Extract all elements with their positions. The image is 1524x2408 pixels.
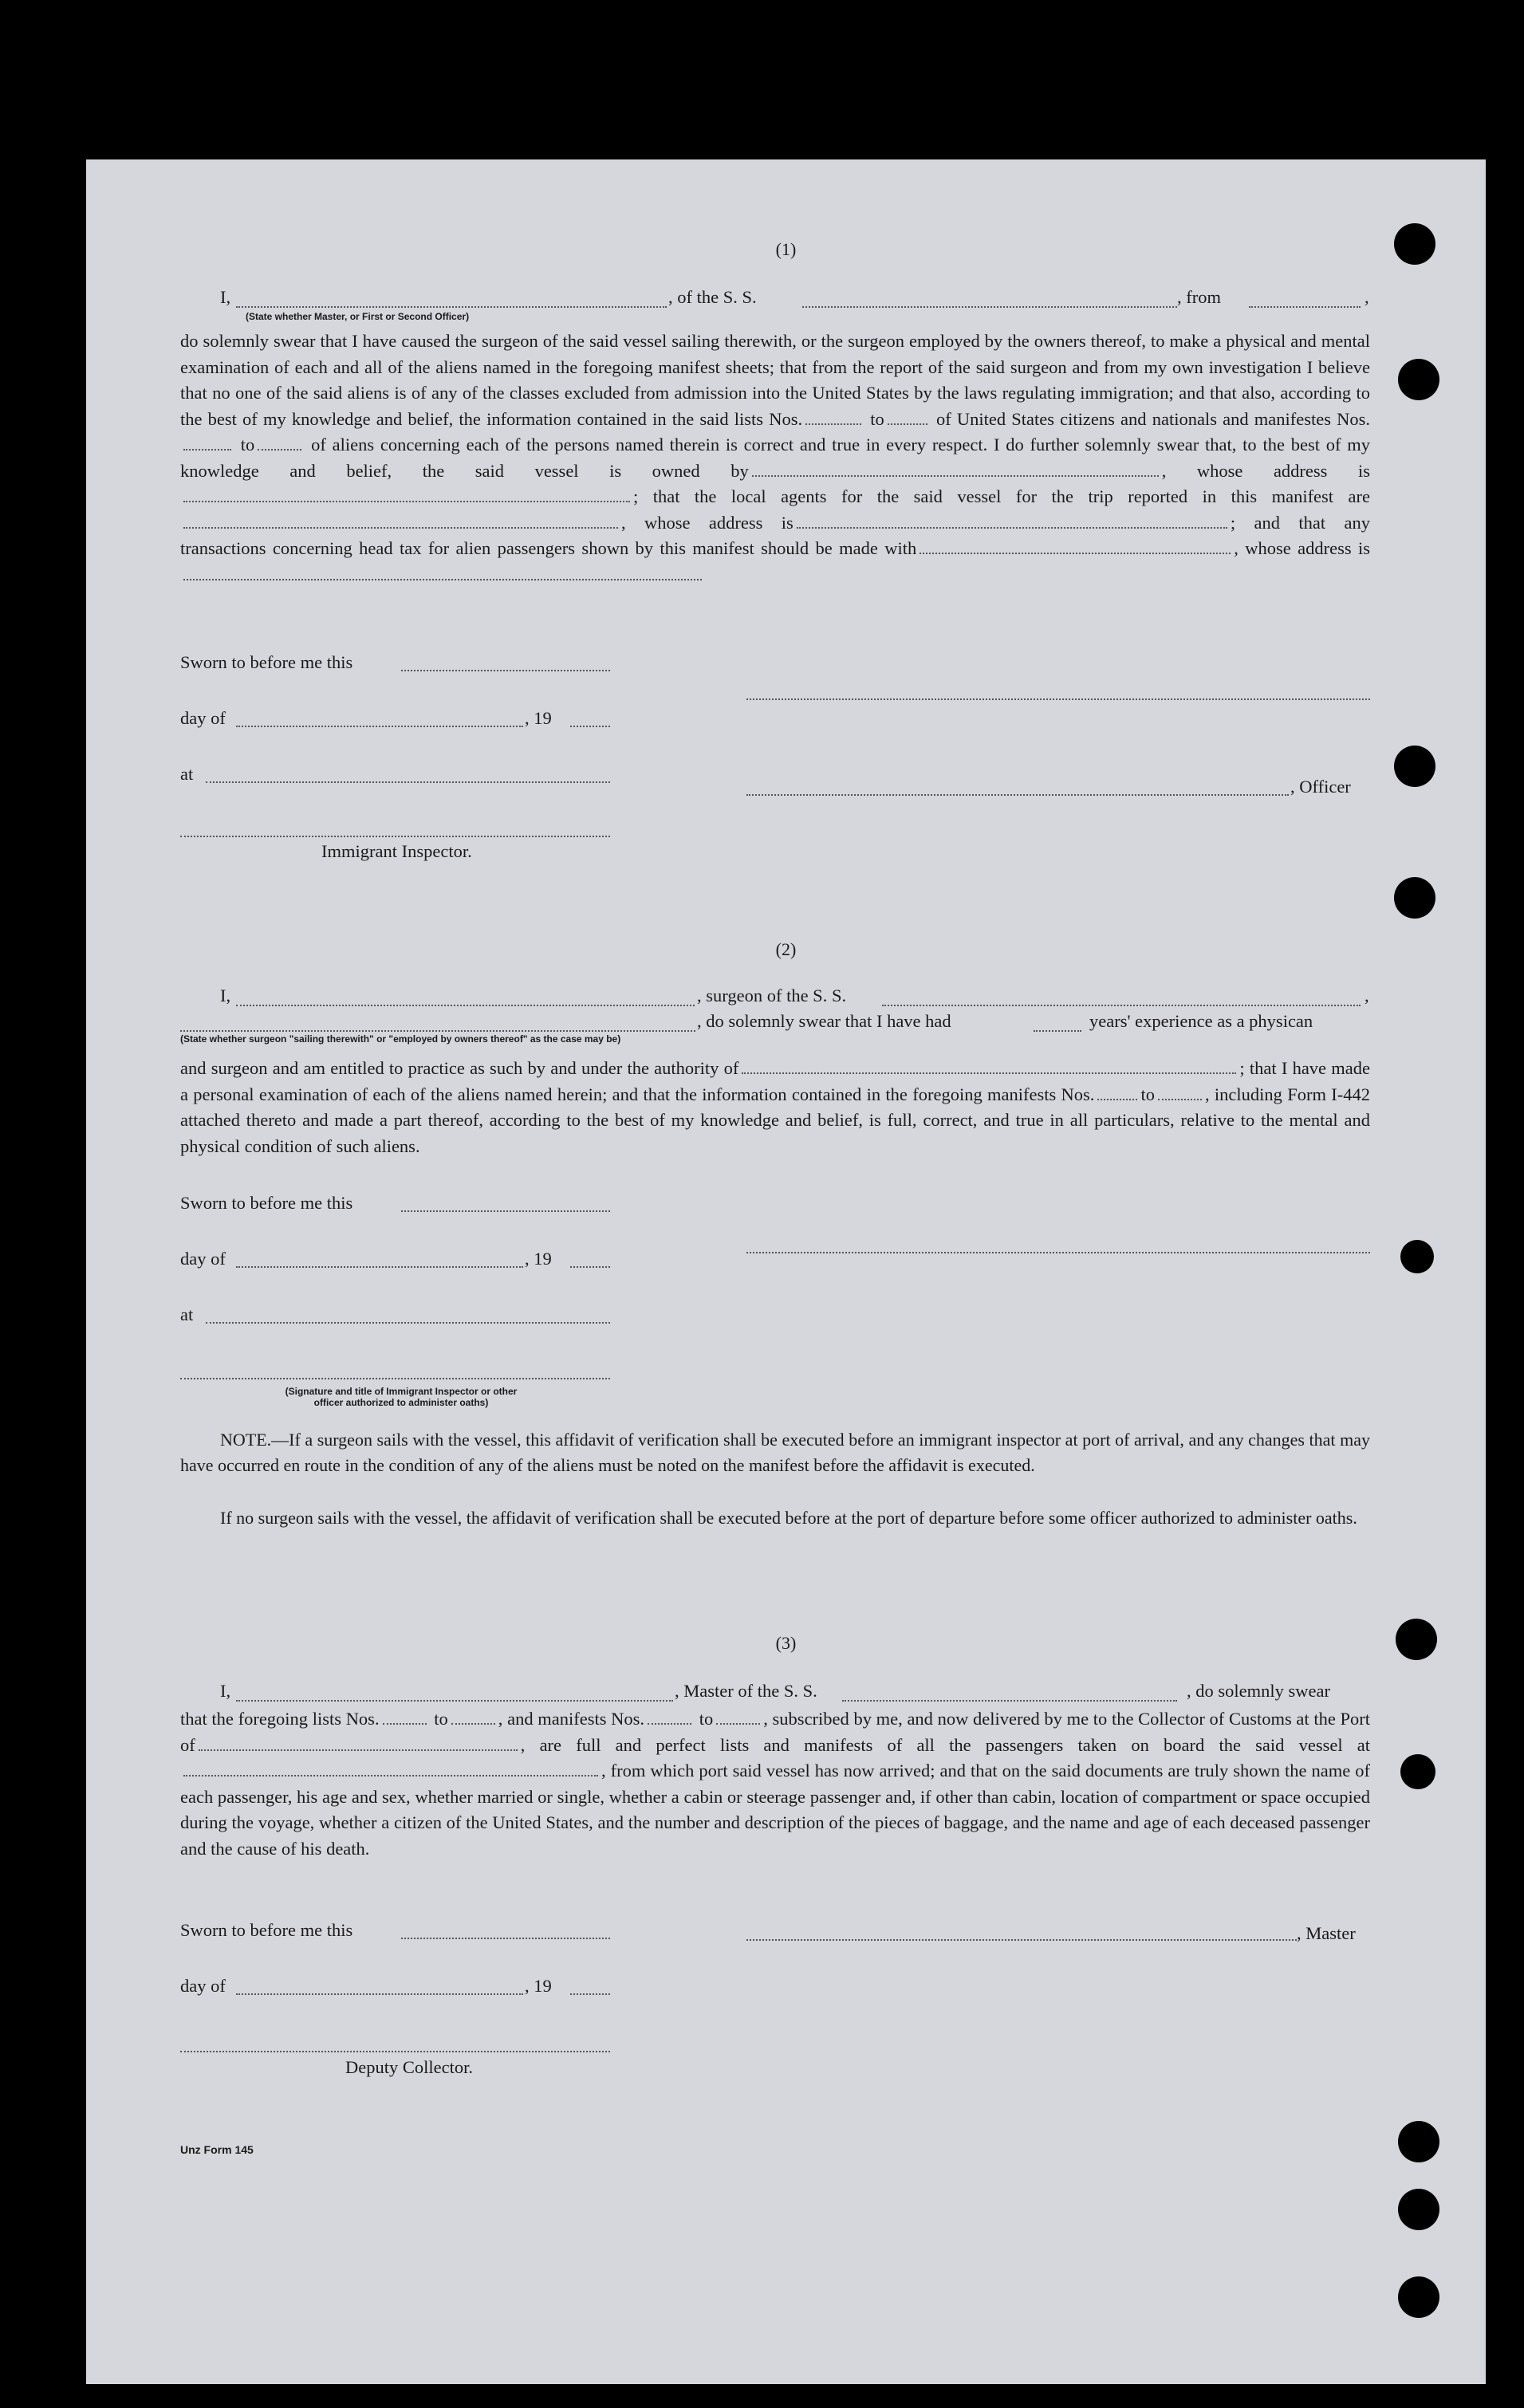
text: whose address is [1245, 538, 1370, 558]
blank-field [206, 781, 610, 783]
text: , Master of the S. S. [675, 1681, 817, 1701]
blank-field [882, 1005, 1361, 1006]
blank-field [1249, 306, 1361, 308]
section2-body [180, 1056, 1370, 1159]
sworn-label: Sworn to before me this [180, 652, 353, 672]
form-sheet [86, 159, 1486, 2384]
text: to [240, 435, 255, 454]
blank-field [570, 726, 610, 727]
deputy-label: Deputy Collector. [345, 2057, 473, 2077]
signature-note-line: (Signature and title of Immigrant Inspector or other [285, 1386, 518, 1397]
blank-field [451, 1709, 495, 1725]
text: , [1365, 287, 1369, 307]
blank-field [236, 1266, 523, 1268]
section-number: (1) [775, 239, 797, 259]
blank-field [183, 1761, 598, 1776]
binder-hole [1400, 1240, 1434, 1273]
blank-field [920, 538, 1231, 554]
binder-hole [1394, 877, 1435, 919]
signature-note-line: officer authorized to administer oaths) [313, 1397, 489, 1408]
at-label: at [180, 764, 194, 784]
blank-field [383, 1709, 427, 1725]
inspector-label: Immigrant Inspector. [321, 841, 472, 861]
blank-field [1097, 1084, 1137, 1100]
text: , from which port said vessel has now arrived; and that on the said documents are truly shown the name of each passenger, his age and sex, whether married or single, whether a cabin or steerage passenger and, if other than cabin, location of compartment or space occupied during the voyage, whether a citizen of the United States, and the number and description of the pieces of baggage, and the name and age of each deceased passenger and the cause of his death. [180, 1761, 1370, 1859]
text: of United States citizens and nationals and manifestes Nos. [935, 408, 1371, 429]
blank-field [183, 565, 702, 580]
day-of-label: day of [180, 708, 226, 728]
blank-field [1034, 1030, 1081, 1032]
text: , do solemnly swear that I have had [697, 1011, 951, 1031]
year-label: , 19 [525, 1249, 552, 1269]
signature-line [746, 1939, 1297, 1941]
text: and surgeon and am entitled to practice as such by and under the authority of [180, 1058, 739, 1078]
text: , of the S. S. [668, 287, 757, 307]
blank-field [236, 1005, 695, 1006]
text: , including Form I-442 attached thereto and made a part thereof, according to the best of my knowledge and belief, is full, correct, and true in all particulars, relative to the mental and physical condition of such aliens. [180, 1084, 1370, 1156]
blank-field [206, 1322, 610, 1324]
note-paragraph: If no surgeon sails with the vessel, the affidavit of verification shall be executed before at the port of departure before some officer authorized to administer oaths. [220, 1508, 1357, 1528]
text: to [1140, 1084, 1155, 1104]
blank-field [742, 1058, 1236, 1074]
blank-field [236, 306, 667, 308]
blank-field [716, 1709, 760, 1725]
text: of aliens concerning each of the persons named therein is correct and true in every respect. I do further solemnly swear that, to the best of my knowledge and belief, the said vessel is owned by [180, 435, 1371, 481]
officer-label: , Officer [1290, 777, 1351, 797]
blank-field [570, 1266, 610, 1268]
text: , do solemnly swear [1187, 1681, 1330, 1701]
text: , are full and perfect lists and manifests of all the passengers taken on board the said vessel at [520, 1734, 1370, 1755]
section-number: (3) [775, 1633, 797, 1653]
blank-field [401, 670, 610, 671]
blank-field [183, 513, 618, 529]
text: , [1234, 538, 1238, 558]
text: ; and that any transactions concerning head tax for alien passengers shown by this manifest should be made with [180, 512, 1371, 558]
section-number: (2) [775, 939, 797, 959]
blank-field [805, 409, 861, 425]
binder-hole [1400, 1754, 1435, 1789]
blank-field [183, 435, 231, 451]
text: to [870, 408, 884, 429]
year-label: , 19 [525, 1976, 552, 1996]
text: , and manifests Nos. [498, 1709, 645, 1729]
blank-field [752, 461, 1159, 477]
text: ; that the local agents for the said vessel for the trip reported in this manifest are [633, 486, 1370, 506]
blank-field [183, 486, 630, 502]
text: to [699, 1709, 714, 1729]
signature-line [180, 2051, 610, 2052]
text: ; [1239, 1058, 1245, 1078]
binder-hole [1398, 2189, 1439, 2230]
year-label: , 19 [525, 708, 552, 728]
sub-note: (State whether surgeon "sailing therewith" or "employed by owners thereof" as the case may be) [180, 1033, 621, 1045]
text: that the foregoing lists Nos. [180, 1709, 380, 1729]
binder-hole [1398, 359, 1439, 400]
section1-body [180, 329, 1370, 588]
sworn-label: Sworn to before me this [180, 1920, 353, 1940]
text: , [1365, 986, 1369, 1005]
text: years' experience as a physican [1089, 1011, 1313, 1031]
form-number: Unz Form 145 [180, 2143, 254, 2156]
day-of-label: day of [180, 1249, 226, 1269]
blank-field [236, 726, 523, 727]
blank-field [180, 1030, 695, 1032]
binder-hole [1394, 746, 1435, 787]
signature-line [180, 836, 610, 837]
text: , whose address is [621, 512, 794, 533]
blank-field [802, 306, 1177, 308]
binder-hole [1398, 2121, 1439, 2162]
note-paragraph: NOTE.—If a surgeon sails with the vessel, this affidavit of verification shall be executed before an immigrant inspector at port of arrival, and any changes that may have occurred en route in the condition of any of the aliens must be noted on the manifest before the affidavit is executed. [180, 1430, 1370, 1475]
blank-field [199, 1735, 518, 1751]
text: , subscribed by me, and now delivered by me to the Collector of Customs at the Port of [180, 1709, 1370, 1755]
blank-field [236, 1993, 523, 1995]
signature-note [218, 1386, 585, 1408]
blank-field [258, 435, 301, 451]
text: , whose address is [1161, 460, 1370, 481]
signature-line [180, 1378, 610, 1379]
blank-field [797, 513, 1227, 529]
signature-line [746, 1252, 1370, 1253]
blank-field [401, 1938, 610, 1939]
blank-field [888, 409, 927, 425]
text: , surgeon of the S. S. [697, 986, 847, 1005]
at-label: at [180, 1304, 194, 1324]
blank-field [401, 1210, 610, 1212]
signature-line [746, 794, 1289, 796]
text: I, [220, 1681, 231, 1701]
sworn-label: Sworn to before me this [180, 1193, 353, 1213]
master-label: , Master [1297, 1923, 1356, 1943]
text: do solemnly swear that I have caused the surgeon of the said vessel sailing therewith, or the surgeon employed by the owners thereof, to make a physical and mental examination of each and all of the aliens named in the foregoing manifest sheets; that from the report of the said surgeon and from my own investigation I believe that no one of the said aliens is of any of the classes excluded from admission into the United States by the laws regulating immigration; and that also, according to the best of my knowledge and belief, the information contained in the said lists Nos. [180, 331, 1370, 429]
sub-note: (State whether Master, or First or Second Officer) [246, 311, 470, 322]
text: I, [220, 287, 231, 307]
text: I, [220, 986, 231, 1005]
blank-field [1158, 1084, 1202, 1100]
text: to [434, 1709, 448, 1729]
blank-field [842, 1700, 1177, 1702]
day-of-label: day of [180, 1976, 226, 1996]
signature-line [746, 698, 1370, 700]
blank-field [236, 1700, 673, 1702]
blank-field [570, 1993, 610, 1995]
binder-hole [1398, 2276, 1439, 2318]
text: , from [1177, 287, 1221, 307]
section3-body [180, 1706, 1370, 1862]
blank-field [648, 1709, 691, 1725]
text: that I have made a personal examination of each of the aliens named herein; and that the information contained in the foregoing manifests Nos. [180, 1058, 1370, 1104]
